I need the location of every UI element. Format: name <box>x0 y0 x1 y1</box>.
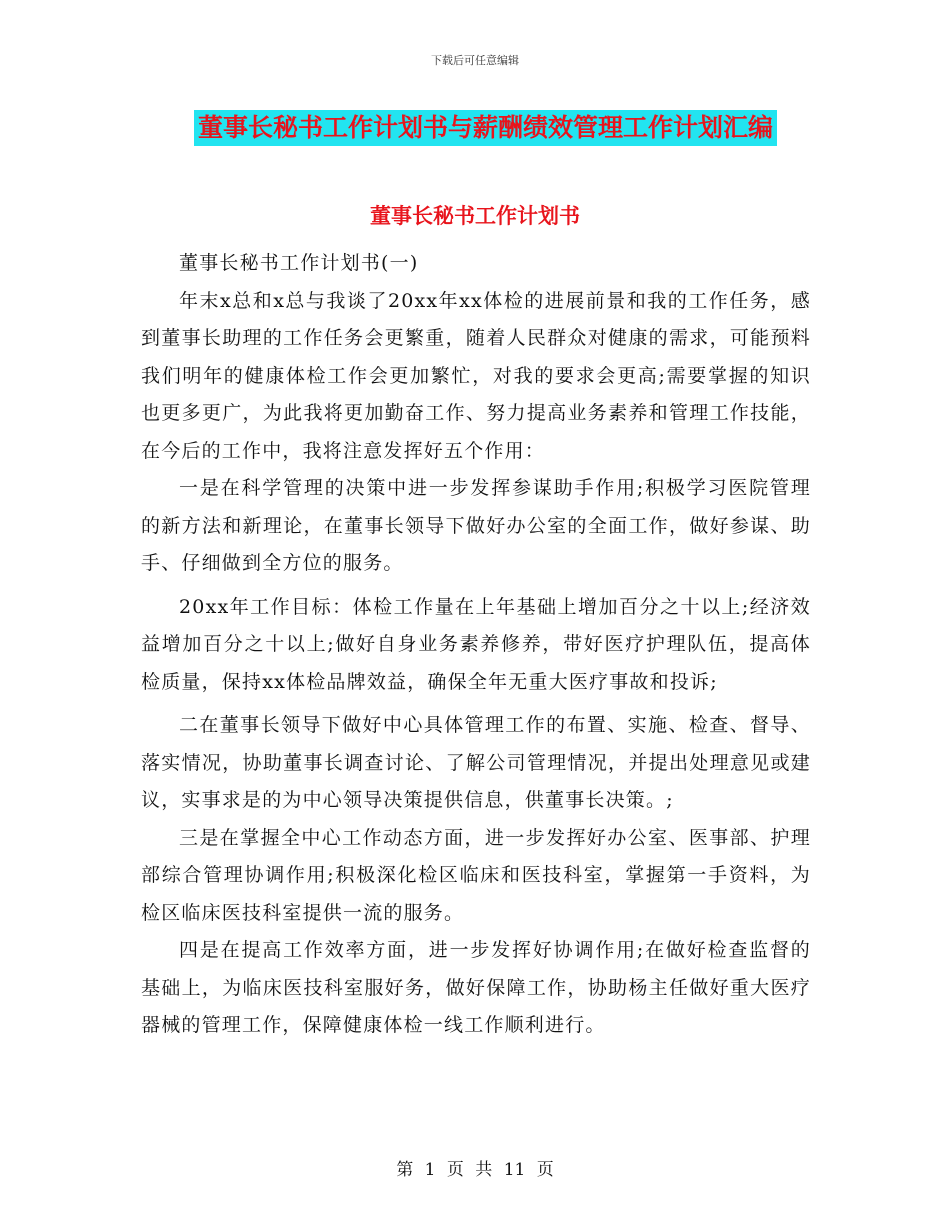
paragraph: 三是在掌握全中心工作动态方面，进一步发挥好办公室、医事部、护理部综合管理协调作用;积极深化检区临床和医技科室，掌握第一手资料，为检区临床医技科室提供一流的服务。 <box>141 826 811 924</box>
paragraph: 四是在提高工作效率方面，进一步发挥好协调作用;在做好检查监督的基础上，为临床医技科室服好务，做好保障工作，协助杨主任做好重大医疗器械的管理工作，保障健康体检一线工作顺利进行。 <box>141 939 811 1036</box>
paragraph: 年末x总和x总与我谈了20xx年xx体检的进展前景和我的工作任务，感到董事长助理的工作任务会更繁重，随着人民群众对健康的需求，可能预料我们明年的健康体检工作会更加繁忙，对我的要求会更高;需要掌握的知识也更多更广，为此我将更加勤奋工作、努力提高业务素养和管理工作技能，在今后的工作中，我将注意发挥好五个作用： <box>141 289 811 462</box>
paragraph: 二在董事长领导下做好中心具体管理工作的布置、实施、检查、督导、落实情况，协助董事长调查讨论、了解公司管理情况，并提出处理意见或建议，实事求是的为中心领导决策提供信息，供董事长决策。; <box>141 714 811 811</box>
document-title: 董事长秘书工作计划书与薪酬绩效管理工作计划汇编 <box>194 110 777 146</box>
section-title: 董事长秘书工作计划书 <box>370 204 580 228</box>
header-note: 下载后可任意编辑 <box>431 54 519 67</box>
paragraph: 一是在科学管理的决策中进一步发挥参谋助手作用;积极学习医院管理的新方法和新理论，在董事长领导下做好办公室的全面工作，做好参谋、助手、仔细做到全方位的服务。 <box>141 477 811 574</box>
page-indicator: 第 1 页 共 11 页 <box>396 1160 554 1180</box>
document-body <box>141 245 811 1045</box>
paragraph-subtitle: 董事长秘书工作计划书(一) <box>179 252 419 274</box>
paragraph: 20xx年工作目标：体检工作量在上年基础上增加百分之十以上;经济效益增加百分之十以上;做好自身业务素养修养，带好医疗护理队伍，提高体检质量，保持xx体检品牌效益，确保全年无重大医疗事故和投诉; <box>141 595 811 693</box>
